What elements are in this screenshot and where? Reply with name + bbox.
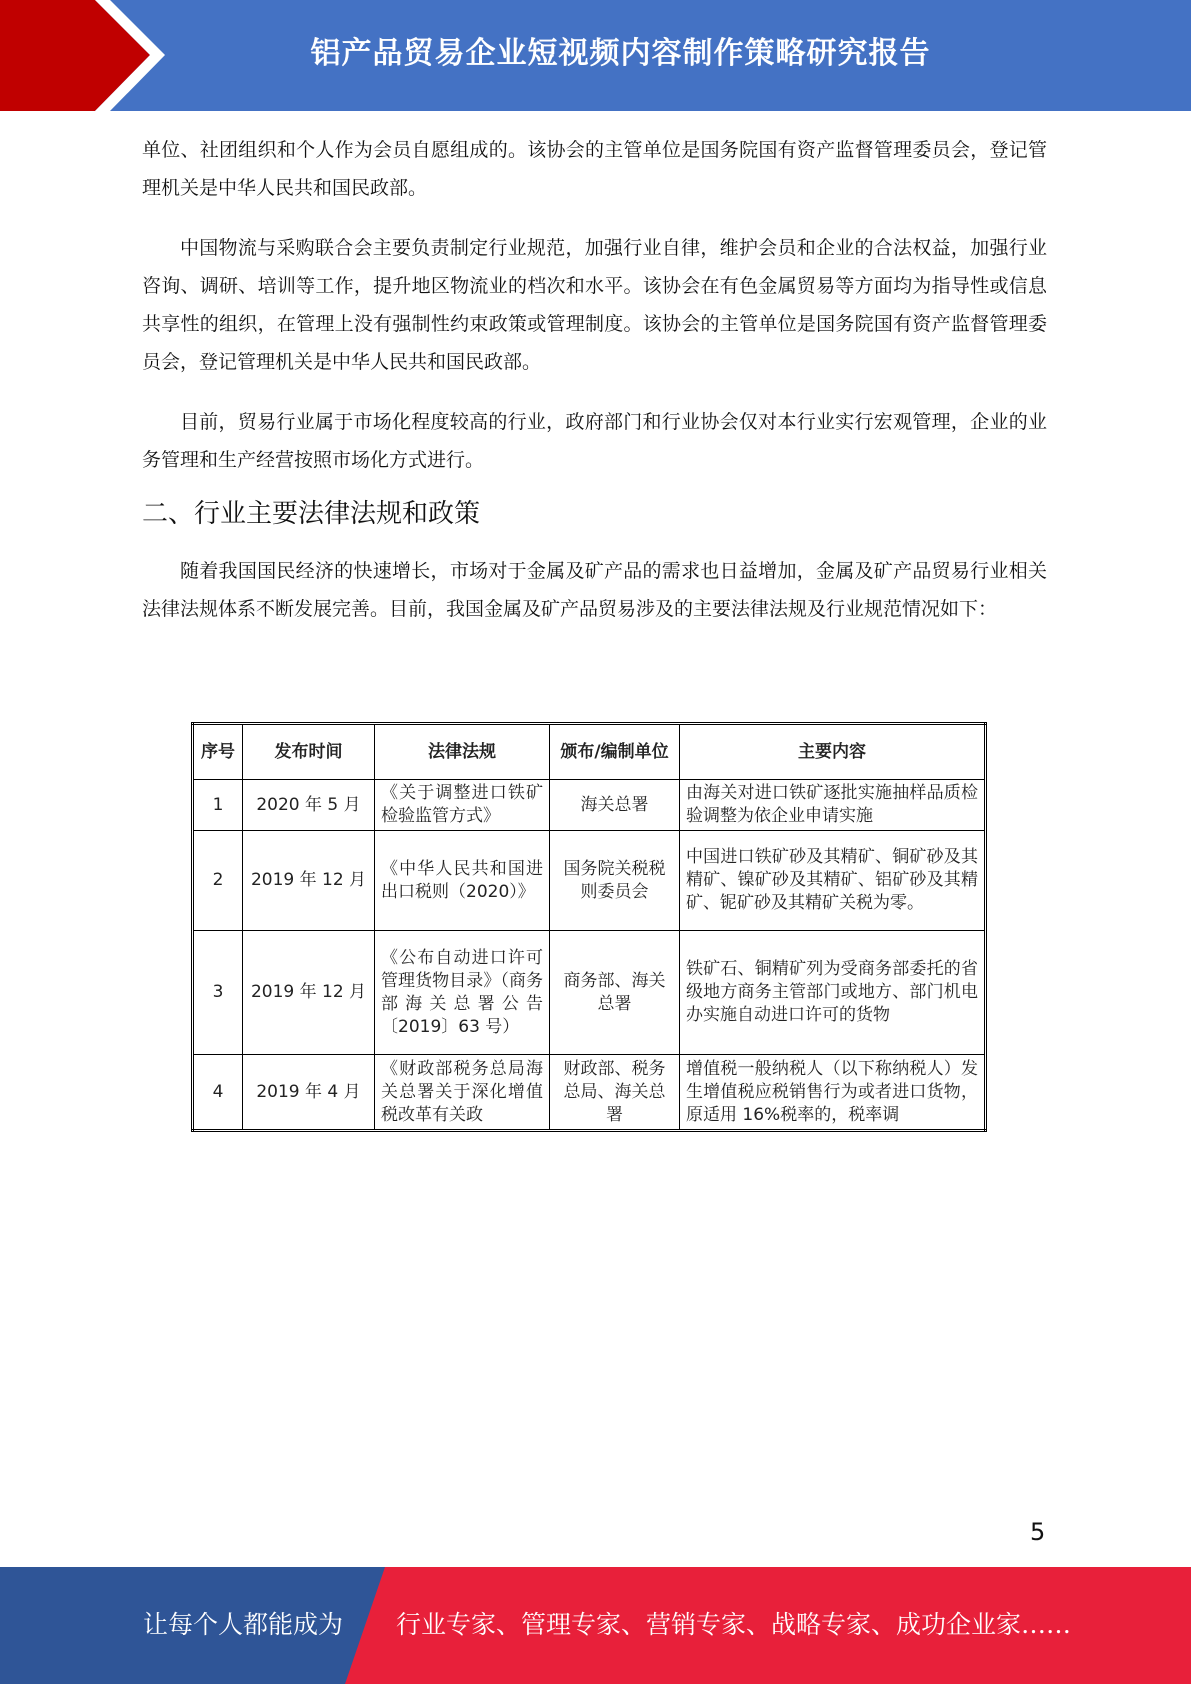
- cell-issuer: 国务院关税税则委员会: [550, 831, 680, 931]
- cell-date: 2019 年 12 月: [243, 931, 375, 1055]
- cell-issuer: 财政部、税务总局、海关总署: [550, 1055, 680, 1131]
- cell-law: 《财政部税务总局海关总署关于深化增值税改革有关政: [375, 1055, 550, 1131]
- column-header-content: 主要内容: [680, 724, 986, 780]
- cell-issuer: 商务部、海关总署: [550, 931, 680, 1055]
- cell-index: 2: [193, 831, 243, 931]
- column-header-law: 法律法规: [375, 724, 550, 780]
- table-row: [193, 831, 986, 931]
- paragraph-4: 随着我国国民经济的快速增长，市场对于金属及矿产品的需求也日益增加，金属及矿产品贸易行业相关法律法规体系不断发展完善。目前，我国金属及矿产品贸易涉及的主要法律法规及行业规范情况如下：: [142, 560, 1047, 620]
- cell-content: 由海关对进口铁矿逐批实施抽样品质检验调整为依企业申请实施: [680, 780, 986, 831]
- main-content: [142, 131, 1047, 642]
- cell-index: 3: [193, 931, 243, 1055]
- cell-content: 铁矿石、铜精矿列为受商务部委托的省级地方商务主管部门或地方、部门机电办实施自动进口许可的货物: [680, 931, 986, 1055]
- cell-law: 《关于调整进口铁矿检验监管方式》: [375, 780, 550, 831]
- cell-issuer: 海关总署: [550, 780, 680, 831]
- paragraph-2: 中国物流与采购联合会主要负责制定行业规范，加强行业自律，维护会员和企业的合法权益，加强行业咨询、调研、培训等工作，提升地区物流业的档次和水平。该协会在有色金属贸易等方面均为指导性或信息共享性的组织，在管理上没有强制性约束政策或管理制度。该协会的主管单位是国务院国有资产监督管理委员会，登记管理机关是中华人民共和国民政部。: [142, 237, 1047, 373]
- footer-slogan-right: 行业专家、管理专家、营销专家、战略专家、成功企业家……: [396, 1610, 1072, 1639]
- page-header: [0, 0, 1191, 111]
- cell-law: 《中华人民共和国进出口税则（2020）》: [375, 831, 550, 931]
- paragraph-1: 单位、社团组织和个人作为会员自愿组成的。该协会的主管单位是国务院国有资产监督管理委员会，登记管理机关是中华人民共和国民政部。: [142, 139, 1047, 199]
- table-row: [193, 931, 986, 1055]
- cell-date: 2020 年 5 月: [243, 780, 375, 831]
- column-header-date: 发布时间: [243, 724, 375, 780]
- cell-index: 4: [193, 1055, 243, 1131]
- table-row: [193, 1055, 986, 1131]
- table-header-row: [193, 724, 986, 780]
- cell-content: 中国进口铁矿砂及其精矿、铜矿砂及其精矿、镍矿砂及其精矿、铝矿砂及其精矿、铌矿砂及其精矿关税为零。: [680, 831, 986, 931]
- page-number: 5: [1030, 1518, 1046, 1546]
- paragraph-3: 目前，贸易行业属于市场化程度较高的行业，政府部门和行业协会仅对本行业实行宏观管理，企业的业务管理和生产经营按照市场化方式进行。: [142, 411, 1047, 471]
- page-footer: [0, 1567, 1191, 1684]
- column-header-issuer: 颁布/编制单位: [550, 724, 680, 780]
- cell-law: 《公布自动进口许可管理货物目录》（商务部海关总署公告〔2019〕63 号）: [375, 931, 550, 1055]
- column-header-index: 序号: [193, 724, 243, 780]
- cell-index: 1: [193, 780, 243, 831]
- footer-slogan-left: 让每个人都能成为: [143, 1610, 344, 1639]
- report-title: 铝产品贸易企业短视频内容制作策略研究报告: [310, 36, 931, 71]
- law-table: [191, 722, 987, 1132]
- section-heading: 二、行业主要法律法规和政策: [142, 499, 481, 529]
- cell-date: 2019 年 4 月: [243, 1055, 375, 1131]
- cell-date: 2019 年 12 月: [243, 831, 375, 931]
- law-table-wrapper: [191, 722, 984, 1132]
- cell-content: 增值税一般纳税人（以下称纳税人）发生增值税应税销售行为或者进口货物，原适用 16%税率的，税率调: [680, 1055, 986, 1131]
- table-row: [193, 780, 986, 831]
